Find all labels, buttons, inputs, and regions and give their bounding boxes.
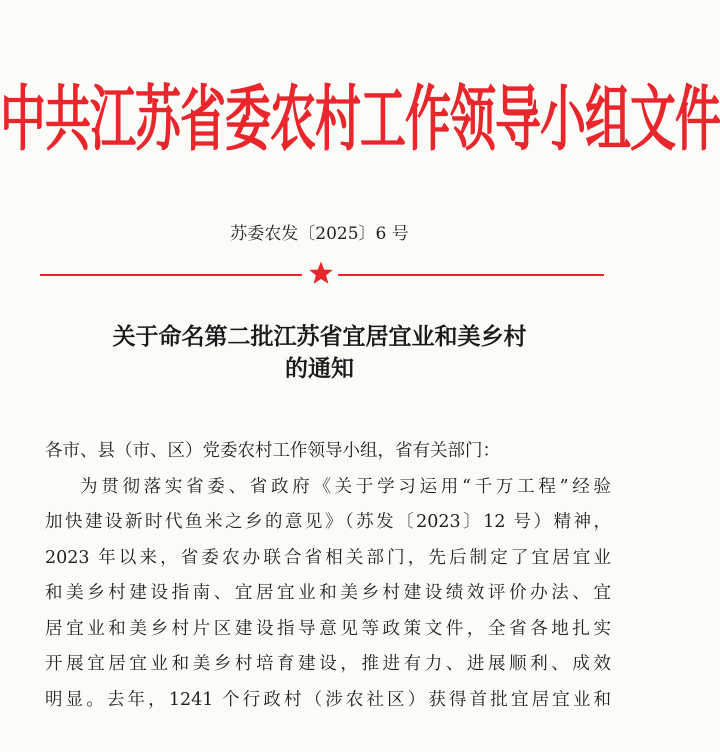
- red-star-icon: [308, 260, 334, 286]
- body-line: 为贯彻落实省委、省政府《关于学习运用“千万工程”经验: [80, 476, 611, 497]
- body-line: 居宜业和美乡村片区建设指导意见等政策文件，全省各地扎实: [45, 618, 611, 639]
- document-masthead: 中共江苏省委农村工作领导小组文件: [0, 76, 720, 161]
- body-line: 明显。去年，1241 个行政村（涉农社区）获得首批宜居宜业和: [45, 689, 611, 710]
- separator-line-left: [40, 274, 302, 276]
- title-line-2: 的通知: [285, 356, 354, 382]
- body-line: 2023 年以来，省委农办联合省相关部门，先后制定了宜居宜业: [45, 547, 611, 568]
- body-line: 开展宜居宜业和美乡村培育建设，推进有力、进展顺利、成效: [45, 654, 611, 674]
- title-line-1: 关于命名第二批江苏省宜居宜业和美乡村: [112, 324, 527, 350]
- document-title: [0, 321, 639, 385]
- document-body: [45, 434, 611, 718]
- salutation: 各市、县（市、区）党委农村工作领导小组，省有关部门：: [45, 441, 500, 461]
- separator-line-right: [338, 274, 604, 276]
- body-line: 加快建设新时代鱼米之乡的意见》（苏发〔2023〕12 号）精神，: [45, 512, 611, 532]
- document-number: 苏委农发〔2025〕6 号: [230, 224, 409, 244]
- body-line: 和美乡村建设指南、宜居宜业和美乡村建设绩效评价办法、宜: [45, 583, 611, 603]
